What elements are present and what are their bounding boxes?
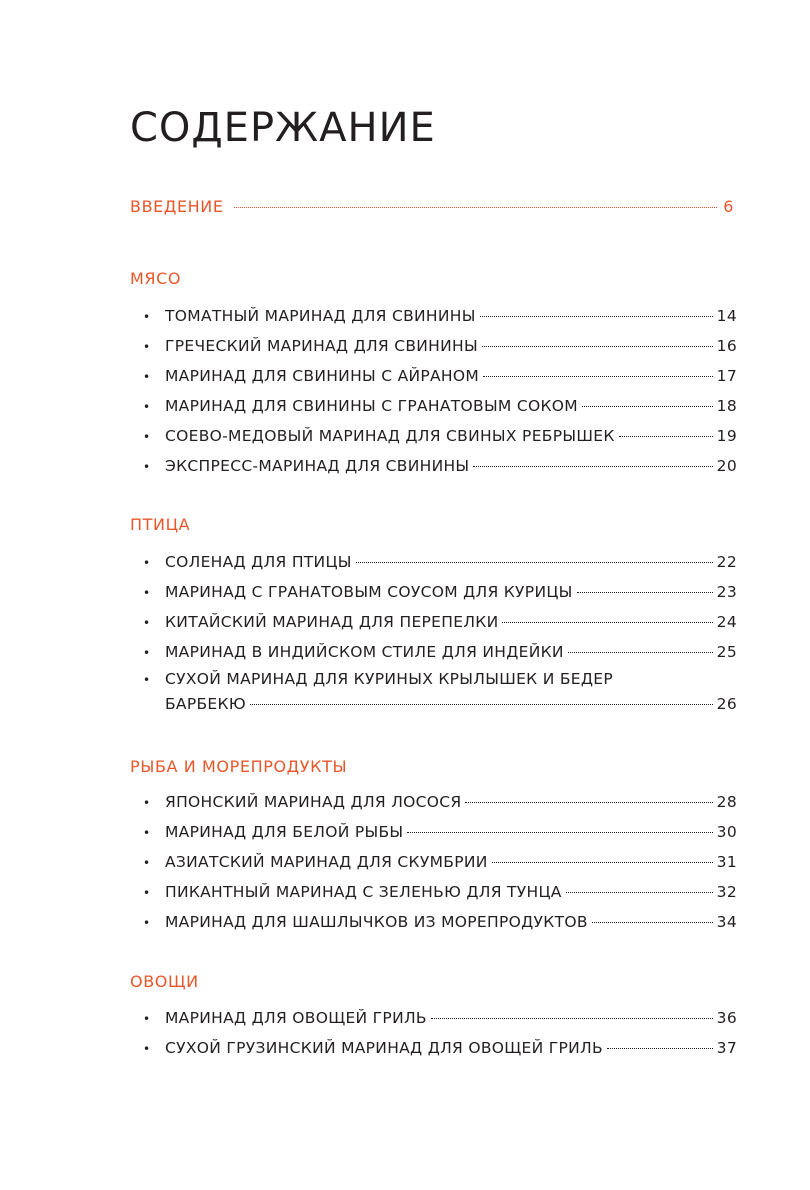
- bullet-icon: •: [143, 460, 151, 474]
- toc-entry-label: МАРИНАД В ИНДИЙСКОМ СТИЛЕ ДЛЯ ИНДЕЙКИ: [165, 643, 564, 661]
- dot-leader: [502, 621, 712, 623]
- toc-page-number: 25: [716, 643, 737, 661]
- dot-leader: [492, 861, 713, 863]
- bullet-icon: •: [143, 370, 151, 384]
- section-list-vegetables: [143, 1003, 737, 1063]
- toc-page-number: 32: [716, 883, 737, 901]
- dot-leader: [250, 703, 713, 705]
- toc-entry-label: ПИКАНТНЫЙ МАРИНАД С ЗЕЛЕНЬЮ ДЛЯ ТУНЦА: [165, 883, 562, 901]
- bullet-icon: •: [143, 796, 151, 810]
- toc-entry[interactable]: [143, 607, 737, 637]
- toc-entry-label-continued: БАРБЕКЮ: [165, 695, 246, 713]
- toc-entry[interactable]: [143, 301, 737, 331]
- toc-entry[interactable]: [143, 577, 737, 607]
- toc-entry-label: МАРИНАД ДЛЯ БЕЛОЙ РЫБЫ: [165, 823, 404, 841]
- dot-leader: [482, 345, 713, 347]
- toc-page-number: 16: [716, 337, 737, 355]
- section-list-seafood: [143, 787, 737, 937]
- bullet-icon: •: [143, 616, 151, 630]
- bullet-icon: •: [143, 1042, 151, 1056]
- toc-page-number: 26: [716, 695, 737, 713]
- toc-page-number: 36: [716, 1009, 737, 1027]
- dot-leader: [407, 831, 712, 833]
- bullet-icon: •: [143, 310, 151, 324]
- toc-entry[interactable]: [143, 421, 737, 451]
- dot-leader: [480, 315, 713, 317]
- toc-entry[interactable]: [143, 847, 737, 877]
- section-title-poultry: ПТИЦА: [130, 515, 191, 534]
- toc-page-number: 14: [716, 307, 737, 325]
- section-list-poultry: [143, 547, 737, 715]
- toc-page-number: 6: [723, 197, 734, 216]
- toc-entry-label: ВВЕДЕНИЕ: [130, 197, 224, 216]
- bullet-icon: •: [143, 886, 151, 900]
- bullet-icon: •: [143, 430, 151, 444]
- toc-entry[interactable]: [143, 817, 737, 847]
- bullet-icon: •: [143, 646, 151, 660]
- dot-leader: [465, 801, 712, 803]
- toc-entry-label: СОЛЕНАД ДЛЯ ПТИЦЫ: [165, 553, 352, 571]
- toc-page-number: 23: [716, 583, 737, 601]
- toc-entry[interactable]: [143, 1003, 737, 1033]
- toc-page-number: 34: [716, 913, 737, 931]
- toc-page-number: 20: [716, 457, 737, 475]
- toc-page-number: 31: [716, 853, 737, 871]
- toc-entry-label: МАРИНАД ДЛЯ ОВОЩЕЙ ГРИЛЬ: [165, 1009, 427, 1027]
- toc-page-number: 17: [716, 367, 737, 385]
- bullet-icon: •: [143, 673, 151, 687]
- toc-entry-label: МАРИНАД ДЛЯ СВИНИНЫ С АЙРАНОМ: [165, 367, 480, 385]
- dot-leader: [234, 206, 718, 208]
- toc-entry[interactable]: [143, 667, 737, 715]
- toc-page-number: 18: [716, 397, 737, 415]
- toc-entry[interactable]: [143, 907, 737, 937]
- toc-page-number: 19: [716, 427, 737, 445]
- dot-leader: [431, 1017, 713, 1019]
- bullet-icon: •: [143, 340, 151, 354]
- page-title: СОДЕРЖАНИЕ: [130, 105, 436, 151]
- dot-leader: [577, 591, 713, 593]
- toc-entry-label: МАРИНАД ДЛЯ ШАШЛЫЧКОВ ИЗ МОРЕПРОДУКТОВ: [165, 913, 588, 931]
- dot-leader: [619, 435, 713, 437]
- toc-entry-label: КИТАЙСКИЙ МАРИНАД ДЛЯ ПЕРЕПЕЛКИ: [165, 613, 499, 631]
- toc-entry-label: СОЕВО-МЕДОВЫЙ МАРИНАД ДЛЯ СВИНЫХ РЕБРЫШЕК: [165, 427, 615, 445]
- dot-leader: [592, 921, 713, 923]
- toc-page-number: 24: [716, 613, 737, 631]
- toc-entry-label: МАРИНАД С ГРАНАТОВЫМ СОУСОМ ДЛЯ КУРИЦЫ: [165, 583, 573, 601]
- toc-entry[interactable]: [143, 391, 737, 421]
- bullet-icon: •: [143, 586, 151, 600]
- dot-leader: [566, 891, 713, 893]
- toc-entry[interactable]: [143, 361, 737, 391]
- dot-leader: [607, 1047, 713, 1049]
- toc-page-number: 28: [716, 793, 737, 811]
- toc-entry[interactable]: [143, 637, 737, 667]
- bullet-icon: •: [143, 1012, 151, 1026]
- bullet-icon: •: [143, 556, 151, 570]
- dot-leader: [582, 405, 713, 407]
- toc-entry-label: СУХОЙ МАРИНАД ДЛЯ КУРИНЫХ КРЫЛЫШЕК И БЕДЕР: [165, 670, 614, 688]
- toc-entry-label: ЯПОНСКИЙ МАРИНАД ДЛЯ ЛОСОСЯ: [165, 793, 462, 811]
- toc-page-number: 22: [716, 553, 737, 571]
- toc-entry-label: МАРИНАД ДЛЯ СВИНИНЫ С ГРАНАТОВЫМ СОКОМ: [165, 397, 578, 415]
- toc-entry[interactable]: [143, 331, 737, 361]
- toc-entry-label: СУХОЙ ГРУЗИНСКИЙ МАРИНАД ДЛЯ ОВОЩЕЙ ГРИЛЬ: [165, 1039, 603, 1057]
- dot-leader: [483, 375, 713, 377]
- dot-leader: [356, 561, 713, 563]
- toc-entry[interactable]: [143, 787, 737, 817]
- toc-entry-label: ЭКСПРЕСС-МАРИНАД ДЛЯ СВИНИНЫ: [165, 457, 470, 475]
- toc-page-number: 30: [716, 823, 737, 841]
- bullet-icon: •: [143, 856, 151, 870]
- toc-entry-introduction[interactable]: [130, 197, 734, 216]
- section-title-vegetables: ОВОЩИ: [130, 972, 199, 991]
- toc-entry-label: АЗИАТСКИЙ МАРИНАД ДЛЯ СКУМБРИИ: [165, 853, 488, 871]
- toc-page-number: 37: [716, 1039, 737, 1057]
- section-title-meat: МЯСО: [130, 269, 182, 288]
- toc-entry[interactable]: [143, 877, 737, 907]
- toc-entry[interactable]: [143, 547, 737, 577]
- section-title-seafood: РЫБА И МОРЕПРОДУКТЫ: [130, 757, 348, 776]
- bullet-icon: •: [143, 916, 151, 930]
- dot-leader: [473, 465, 712, 467]
- toc-entry-label: ГРЕЧЕСКИЙ МАРИНАД ДЛЯ СВИНИНЫ: [165, 337, 478, 355]
- section-list-meat: [143, 301, 737, 481]
- bullet-icon: •: [143, 400, 151, 414]
- dot-leader: [568, 651, 713, 653]
- toc-entry[interactable]: [143, 1033, 737, 1063]
- toc-entry-label: ТОМАТНЫЙ МАРИНАД ДЛЯ СВИНИНЫ: [165, 307, 476, 325]
- bullet-icon: •: [143, 826, 151, 840]
- toc-entry[interactable]: [143, 451, 737, 481]
